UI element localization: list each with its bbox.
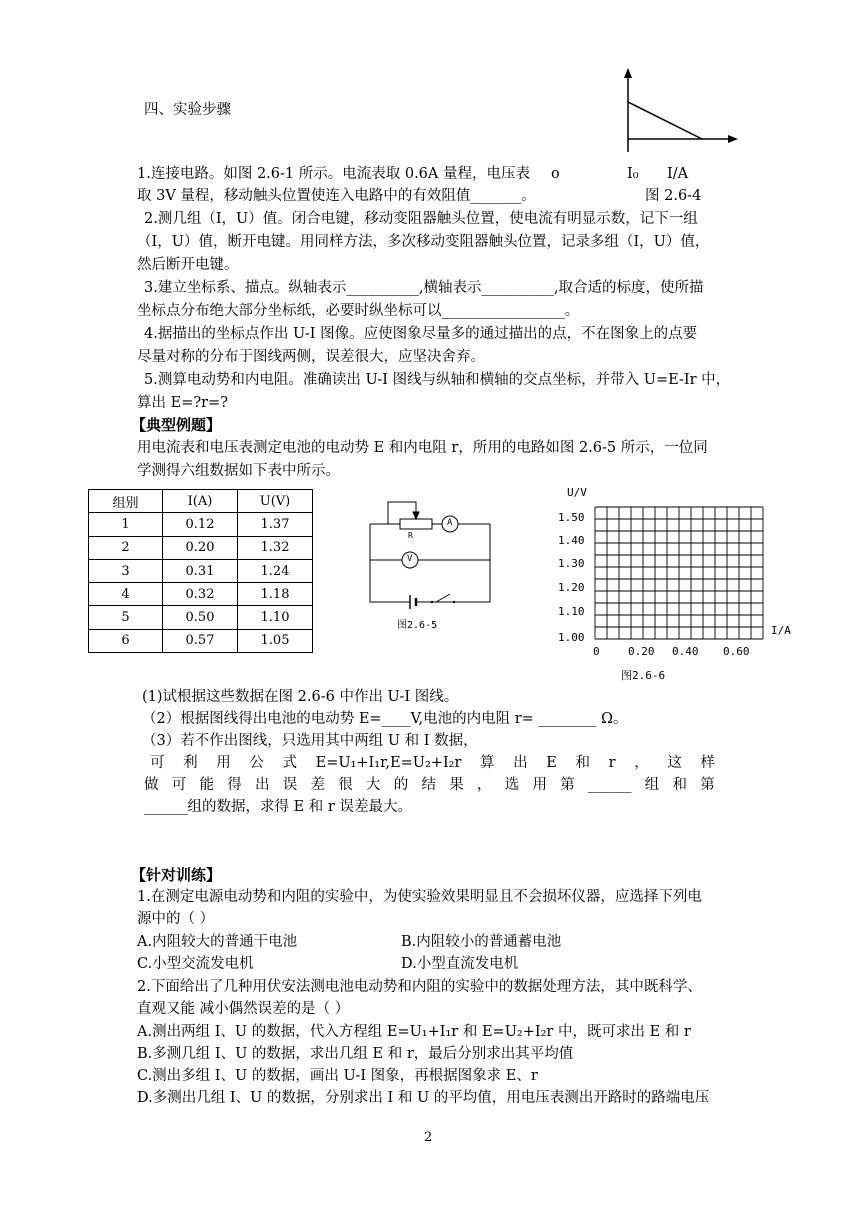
grid-ytick: 1.40 <box>558 534 585 547</box>
word: 这 <box>667 755 682 771</box>
word: 能 <box>199 777 214 793</box>
step2-line2: （I，U）值，断开电键。用同样方法，多次移动变阻器触头位置，记录多组（I，U）值， <box>137 234 710 250</box>
word: r <box>608 755 616 771</box>
step2-line3: 然后断开电键。 <box>137 257 239 273</box>
table-row <box>89 583 313 606</box>
step4-line1: 4.据描出的坐标点作出 U-I 图像。应使图象尽量多的通过描出的点，不在图象上的点要 <box>144 326 698 342</box>
example-q3-line1: （3）若不作出图线，只选用其中两组 U 和 I 数据， <box>142 733 478 749</box>
word: 误 <box>282 777 298 793</box>
table-cell: 1.18 <box>238 583 313 606</box>
step5-line2: 算出 E=?r=? <box>137 395 228 411</box>
table-cell: 0.12 <box>163 513 238 536</box>
table-row <box>89 606 313 629</box>
word: 出 <box>255 777 270 793</box>
grid-xlabel: I/A <box>771 624 791 637</box>
training-q2-option-d: D.多测出几组 I、U 的数据，分别求出 I 和 U 的平均值，用电压表测出开路时的路端电压 <box>137 1090 710 1106</box>
word: 组 <box>644 777 660 793</box>
grid-xtick: 0.60 <box>723 645 750 658</box>
step1-line1: 1.连接电路。如图 2.6-1 所示。电流表取 0.6A 量程，电压表 <box>137 166 530 182</box>
training-q2-option-c: C.测出多组 I、U 的数据，画出 U-I 图象，再根据图象求 E、r <box>137 1068 538 1084</box>
grid-ytick: 1.50 <box>558 511 585 524</box>
table-header-cell: 组别 <box>89 490 163 513</box>
grid-chart <box>594 506 764 642</box>
table-cell: 3 <box>89 559 163 582</box>
grid-ytick: 1.00 <box>558 631 585 644</box>
training-q2-option-b: B.多测几组 I、U 的数据，求出几组 E 和 r，最后分别求出其平均值 <box>137 1046 574 1062</box>
table-cell: 1 <box>89 513 163 536</box>
example-q1: (1)试根据这些数据在图 2.6-6 中作出 U-I 图线。 <box>142 689 459 705</box>
word: ______ <box>588 777 632 793</box>
word: 结 <box>421 777 436 793</box>
word: 算 <box>480 755 495 771</box>
training-q1-option-d: D.小型直流发电机 <box>401 956 519 972</box>
training-q1-option-b: B.内阻较小的普通蓄电池 <box>401 934 562 950</box>
word: 果 <box>449 777 464 793</box>
word: 差 <box>310 777 325 793</box>
word: 的 <box>393 777 409 793</box>
graph-xlabel: I/A <box>667 166 689 182</box>
graph-i0-label: I₀ <box>627 166 639 182</box>
word: 第 <box>700 777 715 793</box>
example-q3-line4: ______组的数据，求得 E 和 r 误差最大。 <box>144 799 412 815</box>
word: 公 <box>249 755 264 771</box>
grid-xtick: 0.20 <box>628 645 655 658</box>
training-q1-option-a: A.内阻较大的普通干电池 <box>137 934 298 950</box>
grid-ylabel: U/V <box>567 486 587 499</box>
grid-ytick: 1.10 <box>558 605 585 618</box>
example-q3-line2 <box>150 752 715 774</box>
graph-fig-label: 图 2.6-4 <box>645 188 702 204</box>
table-header-cell: I(A) <box>163 490 238 513</box>
training-q2-option-a: A.测出两组 I、U 的数据，代入方程组 E=U₁+I₁r 和 E=U₂+I₂r 中，既可求出 E 和 r <box>137 1024 691 1040</box>
table-cell: 4 <box>89 583 163 606</box>
training-heading: 【针对训练】 <box>131 866 222 884</box>
word: 选 <box>504 777 520 793</box>
table-cell: 2 <box>89 536 163 559</box>
table-cell: 0.20 <box>163 536 238 559</box>
word: 和 <box>672 777 687 793</box>
table-cell: 5 <box>89 606 163 629</box>
table-cell: 1.24 <box>238 559 313 582</box>
table-cell: 1.10 <box>238 606 313 629</box>
step1-line2: 取 3V 量程，移动触头位置使连入电路中的有效阻值_______。 <box>137 188 536 204</box>
table-row <box>89 536 313 559</box>
section-title: 四、实验步骤 <box>144 102 231 118</box>
graph-origin-label: o <box>551 166 560 182</box>
example-intro-line2: 学测得六组数据如下表中所示。 <box>137 463 340 479</box>
grid-xtick: 0.40 <box>672 645 699 658</box>
circuit-ammeter-label: A <box>447 518 453 528</box>
circuit-r-label: R <box>408 531 413 540</box>
word: 出 <box>513 755 528 771</box>
table-cell: 1.05 <box>238 629 313 652</box>
word: 第 <box>560 777 575 793</box>
step3-line2: 坐标点分布绝大部分坐标纸，必要时纵坐标可以_________________。 <box>137 303 580 319</box>
top-graph <box>610 66 740 156</box>
training-q2-line2: 直观又能 减小偶然误差的是（ ） <box>137 1001 350 1017</box>
word: 用 <box>532 777 547 793</box>
table-cell: 0.32 <box>163 583 238 606</box>
word: 用 <box>216 755 231 771</box>
table-cell: 1.37 <box>238 513 313 536</box>
word: 得 <box>227 777 242 793</box>
grid-xtick: 0 <box>593 645 600 658</box>
word: 很 <box>338 777 353 793</box>
grid-ytick: 1.30 <box>558 557 585 570</box>
training-q1-line1: 1.在测定电源电动势和内阻的实验中，为使实验效果明显且不会损坏仪器，应选择下列电 <box>137 889 702 905</box>
circuit-diagram <box>366 494 494 626</box>
training-q1-line2: 源中的（ ） <box>137 911 215 927</box>
word: 做 <box>144 777 159 793</box>
word: ， <box>477 777 492 793</box>
example-q3-line3 <box>144 774 715 796</box>
page-number: 2 <box>424 1130 433 1145</box>
step5-line1: 5.测算电动势和内电阻。准确读出 U-I 图线与纵轴和横轴的交点坐标，并带入 U=E-Ir 中， <box>144 372 731 388</box>
word: 样 <box>700 755 715 771</box>
training-q1-option-c: C.小型交流发电机 <box>137 956 254 972</box>
table-cell: 0.57 <box>163 629 238 652</box>
word: ， <box>634 755 649 771</box>
word: 和 <box>575 755 591 771</box>
circuit-fig-label: 图2.6-5 <box>397 620 438 631</box>
table-header-row <box>89 490 313 513</box>
circuit-voltmeter-label: V <box>407 554 413 564</box>
table-cell: 0.31 <box>163 559 238 582</box>
grid-ytick: 1.20 <box>558 581 585 594</box>
word: E <box>546 755 557 771</box>
example-intro-line1: 用电流表和电压表测定电池的电动势 E 和内电阻 r，所用的电路如图 2.6-5 所示，一位同 <box>137 440 708 456</box>
step2-line1: 2.测几组（I，U）值。闭合电键，移动变阻器触头位置，使电流有明显示数，记下一组 <box>144 211 698 227</box>
word: 利 <box>183 755 198 771</box>
word: E=U₁+I₁r,E=U₂+I₂r <box>315 755 462 771</box>
table-header-cell: U(V) <box>238 490 313 513</box>
table-row <box>89 559 313 582</box>
example-heading: 【典型例题】 <box>131 416 222 434</box>
word: 式 <box>282 755 297 771</box>
step3-line1: 3.建立坐标系、描点。纵轴表示__________,横轴表示__________,取合适的标度，使所描 <box>144 280 704 296</box>
table-row <box>89 513 313 536</box>
table-cell: 0.50 <box>163 606 238 629</box>
table-cell: 6 <box>89 629 163 652</box>
training-q2-line1: 2.下面给出了几种用伏安法测电池电动势和内阻的实验中的数据处理方法，其中既科学、 <box>137 979 702 995</box>
table-row <box>89 629 313 652</box>
word: 大 <box>366 777 381 793</box>
grid-fig-label: 图2.6-6 <box>621 669 666 682</box>
word: 可 <box>150 755 165 771</box>
example-q2: （2）根据图线得出电池的电动势 E=____V,电池的内电阻 r= ________ Ω。 <box>142 711 628 727</box>
table-cell: 1.32 <box>238 536 313 559</box>
word: 可 <box>171 777 187 793</box>
data-table <box>88 489 313 653</box>
step4-line2: 尽量对称的分布于图线两侧，误差很大，应坚决舍弃。 <box>137 349 485 365</box>
